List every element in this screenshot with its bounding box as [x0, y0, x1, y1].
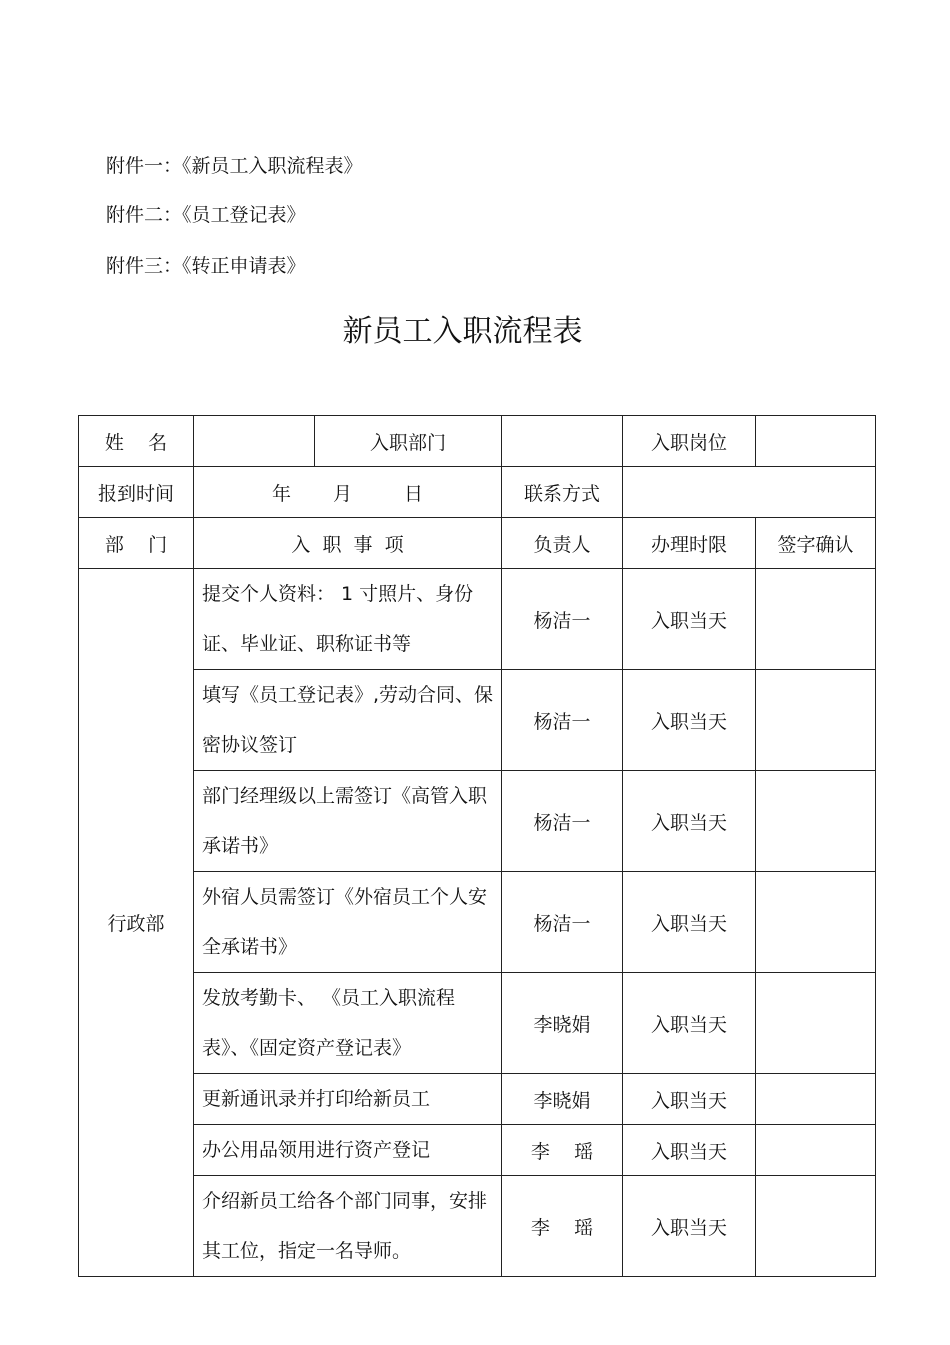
item-cell: 办公用品领用进行资产登记	[194, 1125, 502, 1176]
table-row	[79, 467, 876, 518]
position-label: 入职岗位	[623, 416, 756, 467]
dept-value-cell[interactable]	[502, 416, 623, 467]
item-cell: 发放考勤卡、 《员工入职流程表》、《固定资产登记表》	[194, 973, 502, 1074]
header-signature: 签字确认	[756, 518, 876, 569]
header-matters: 入 职 事 项	[194, 518, 502, 569]
deadline-cell: 入职当天	[623, 1074, 756, 1125]
deadline-cell: 入职当天	[623, 973, 756, 1074]
deadline-cell: 入职当天	[623, 1125, 756, 1176]
table-row	[79, 1125, 876, 1176]
deadline-cell: 入职当天	[623, 771, 756, 872]
report-date-cell[interactable]	[194, 467, 502, 518]
attachment-3: 附件三：《转正申请表》	[106, 255, 306, 277]
dept-label: 入职部门	[315, 416, 502, 467]
contact-value-cell[interactable]	[623, 467, 876, 518]
table-row	[79, 1074, 876, 1125]
name-value-cell[interactable]	[194, 416, 315, 467]
owner-cell: 杨洁一	[502, 771, 623, 872]
item-cell: 部门经理级以上需签订《高管入职承诺书》	[194, 771, 502, 872]
attachment-2: 附件二：《员工登记表》	[106, 204, 306, 226]
deadline-cell: 入职当天	[623, 1176, 756, 1277]
table-row	[79, 872, 876, 973]
report-time-label: 报到时间	[79, 467, 194, 518]
owner-cell: 杨洁一	[502, 872, 623, 973]
signature-cell[interactable]	[756, 973, 876, 1074]
attachment-1: 附件一：《新员工入职流程表》	[106, 155, 363, 177]
signature-cell[interactable]	[756, 670, 876, 771]
table-row	[79, 569, 876, 670]
date-month: 月	[332, 482, 352, 505]
deadline-cell: 入职当天	[623, 569, 756, 670]
contact-label: 联系方式	[502, 467, 623, 518]
signature-cell[interactable]	[756, 1176, 876, 1277]
department-cell: 行政部	[79, 569, 194, 1277]
page-title: 新员工入职流程表	[342, 314, 583, 349]
table-row	[79, 670, 876, 771]
owner-cell: 李 瑶	[502, 1125, 623, 1176]
item-cell: 填写《员工登记表》,劳动合同、保密协议签订	[194, 670, 502, 771]
owner-cell: 杨洁一	[502, 670, 623, 771]
table-row	[79, 771, 876, 872]
item-cell: 更新通讯录并打印给新员工	[194, 1074, 502, 1125]
deadline-cell: 入职当天	[623, 670, 756, 771]
signature-cell[interactable]	[756, 569, 876, 670]
owner-cell: 李晓娟	[502, 1074, 623, 1125]
item-cell: 介绍新员工给各个部门同事，安排其工位，指定一名导师。	[194, 1176, 502, 1277]
position-value-cell[interactable]	[756, 416, 876, 467]
name-label: 姓 名	[79, 416, 194, 467]
header-deadline: 办理时限	[623, 518, 756, 569]
header-owner: 负责人	[502, 518, 623, 569]
header-department: 部 门	[79, 518, 194, 569]
signature-cell[interactable]	[756, 872, 876, 973]
table-row	[79, 973, 876, 1074]
date-year: 年	[271, 482, 291, 505]
onboarding-table	[78, 415, 876, 1277]
date-day: 日	[404, 482, 424, 505]
owner-cell: 李 瑶	[502, 1176, 623, 1277]
item-cell: 外宿人员需签订《外宿员工个人安全承诺书》	[194, 872, 502, 973]
signature-cell[interactable]	[756, 1074, 876, 1125]
table-row	[79, 416, 876, 467]
table-row	[79, 1176, 876, 1277]
owner-cell: 李晓娟	[502, 973, 623, 1074]
item-cell: 提交个人资料： 1 寸照片、身份证、毕业证、职称证书等	[194, 569, 502, 670]
signature-cell[interactable]	[756, 1125, 876, 1176]
deadline-cell: 入职当天	[623, 872, 756, 973]
signature-cell[interactable]	[756, 771, 876, 872]
owner-cell: 杨洁一	[502, 569, 623, 670]
table-header-row	[79, 518, 876, 569]
